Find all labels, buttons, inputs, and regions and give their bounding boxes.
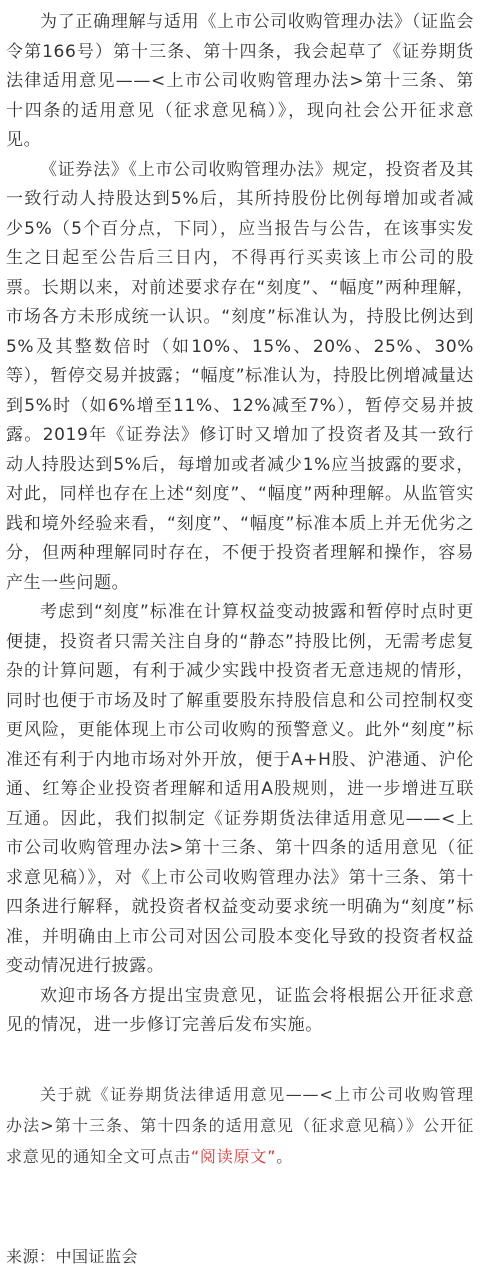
note-text: 关于就《证券期货法律适用意见——<上市公司收购管理办法>第十三条、第十四条的适用意见（征求意见稿）》公开征求意见的通知全文可点击 bbox=[6, 1084, 474, 1166]
source-line: 来源：中国证监会 bbox=[6, 1247, 139, 1266]
read-original-link[interactable]: “阅读原文” bbox=[190, 1146, 277, 1166]
paragraph-background: 《证券法》《上市公司收购管理办法》规定，投资者及其一致行动人持股达到5%后，其所持股份比例每增加或者减少5%（5个百分点，下同），应当报告与公告，在该事实发生之日起至公告后三日内，不得再行买卖该上市公司的股票。长期以来，对前述要求存在“刻度”、“幅度”两种理解，市场各方未形成统一认识。“刻度”标准认为，持股比例达到5%及其整数倍时（如10%、15%、20%、25%、30%等），暂停交易并披露；“幅度”标准认为，持股比例增减量达到5%时（如6%增至11%、12%减至7%），暂停交易并披露。2019年《证券法》修订时又增加了投资者及其一致行动人持股达到5%后，每增加或者减少1%应当披露的要求，对此，同样也存在上述“刻度”、“幅度”两种理解。从监管实践和境外经验来看，“刻度”、“幅度”标准本质上并无优劣之分，但两种理解同时存在，不便于投资者理解和操作，容易产生一些问题。 bbox=[6, 159, 474, 593]
note-end: 。 bbox=[276, 1146, 294, 1166]
paragraph-rationale: 考虑到“刻度”标准在计算权益变动披露和暂停时点时更便捷，投资者只需关注自身的“静态”持股比例，无需考虑复杂的计算问题，有利于减少实践中投资者无意违规的情形，同时也便于市场及时了解重要股东持股信息和公司控制权变更风险，更能体现上市公司收购的预警意义。此外“刻度”标准还有利于内地市场对外开放，便于A+H股、沪港通、沪伦通、红筹企业投资者理解和适用A股规则，进一步增进互联互通。因此，我们拟制定《证券期货法律适用意见——<上市公司收购管理办法>第十三条、第十四条的适用意见（征求意见稿）》，对《上市公司收购管理办法》第十三条、第十四条进行解释，就投资者权益变动要求统一明确为“刻度”标准，并明确由上市公司对因公司股本变化导致的投资者权益变动情况进行披露。 bbox=[6, 602, 474, 976]
paragraph-intro: 为了正确理解与适用《上市公司收购管理办法》（证监会令第166号）第十三条、第十四条，我会起草了《证券期货法律适用意见——<上市公司收购管理办法>第十三条、第十四条的适用意见（征求意见稿）》，现向社会公开征求意见。 bbox=[6, 12, 474, 150]
paragraph-invitation: 欢迎市场各方提出宝贵意见，证监会将根据公开征求意见的情况，进一步修订完善后发布实施。 bbox=[6, 985, 474, 1035]
read-original-note bbox=[6, 1079, 474, 1172]
